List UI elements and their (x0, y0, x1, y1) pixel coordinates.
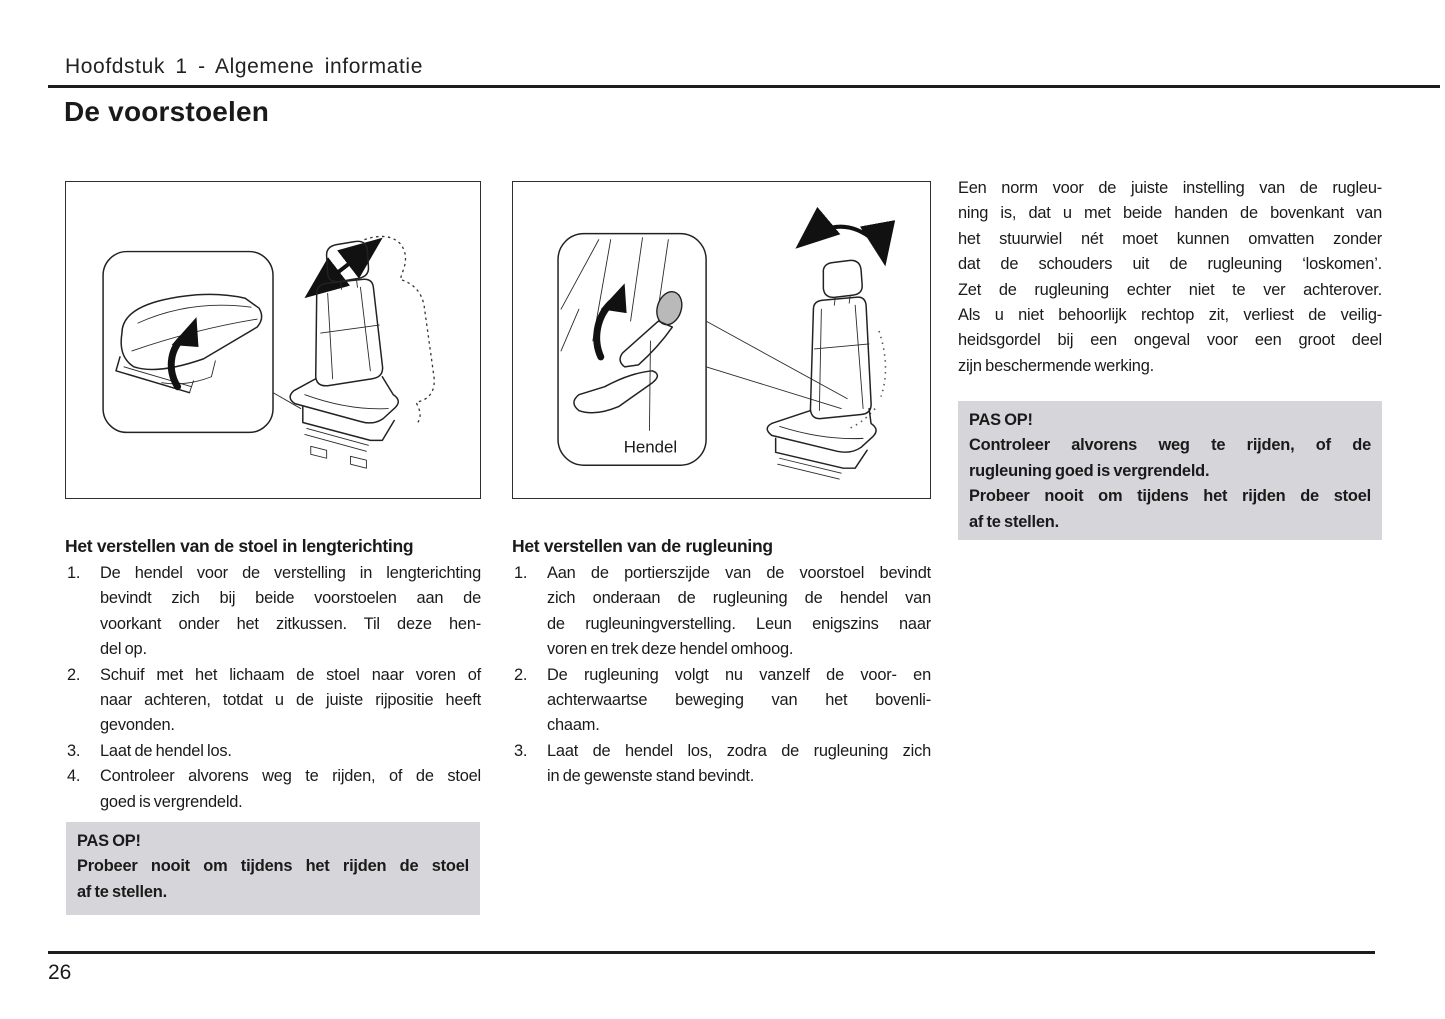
list-item-text: Schuif met het lichaam de stoel naar voren of naar achteren, totdat u de juiste rijpositie heeft gevonden. (100, 665, 481, 735)
list-item-text: Controleer alvorens weg te rijden, of de stoel goed is vergrendeld. (100, 767, 481, 811)
list-backrest-adjust (512, 561, 931, 790)
list-item-text: Laat de hendel los, zodra de rugleuning zich in de gewenste stand bevindt. (547, 741, 931, 786)
list-item (65, 561, 481, 663)
hendel-label: Hendel (623, 437, 678, 457)
list-item (65, 663, 481, 739)
list-item (65, 764, 481, 815)
list-item-text: De hendel voor de verstelling in lengterichting bevindt zich bij beide voorstoelen aan de voorkant onder het zitkussen. Til deze hen- del op. (100, 564, 481, 659)
backrest-recline-illustration (513, 182, 930, 498)
figure-backrest-adjust (512, 181, 931, 499)
ghost-seat-outline (364, 236, 434, 424)
warning-box-backrest (958, 401, 1382, 540)
section-heading-length-adjust: Het verstellen van de stoel in lengterichting (65, 536, 414, 556)
list-item (65, 739, 481, 764)
seat-sliding-illustration (66, 182, 480, 498)
page-number: 26 (48, 961, 72, 984)
zoom-wedge-lines (706, 321, 847, 408)
list-item-number: 3. (514, 741, 528, 760)
footer-rule (48, 951, 1375, 954)
figure-seat-length-adjust (65, 181, 481, 499)
recline-direction-arrow-icon (801, 227, 883, 259)
list-item-text: Aan de portierszijde van de voorstoel bevindt zich onderaan de rugleuning de hendel van de rugleuningverstelling. Leun enigszins naar voren en trek deze hendel omhoog. (547, 564, 931, 659)
front-seat-drawing (290, 241, 398, 468)
list-length-adjust (65, 561, 481, 815)
list-item-text: De rugleuning volgt nu vanzelf de voor- en achterwaartse beweging van het bovenli- chaam. (547, 665, 931, 735)
list-item (512, 561, 931, 663)
warning-title: PAS OP! (969, 411, 1033, 429)
list-item-number: 1. (67, 564, 81, 582)
page-title: De voorstoelen (64, 96, 270, 127)
list-item-number: 2. (67, 665, 81, 684)
warning-text: Controleer alvorens weg te rijden, of de rugleuning goed is vergrendeld. Probeer nooit om tijdens het rijden de stoel af te stellen. (969, 436, 1371, 531)
list-item (512, 739, 931, 790)
list-item-number: 3. (67, 741, 81, 760)
list-item-number: 4. (67, 767, 81, 786)
list-item-text: Laat de hendel los. (100, 741, 232, 760)
callout-bubble (558, 234, 706, 466)
list-item-number: 1. (514, 564, 528, 582)
list-item (512, 663, 931, 739)
chapter-header: Hoofdstuk 1 - Algemene informatie (65, 55, 423, 78)
lift-arrow-icon (171, 317, 198, 387)
warning-box-length (66, 822, 480, 915)
warning-title: PAS OP! (77, 832, 141, 850)
list-item-number: 2. (514, 665, 528, 684)
norm-paragraph: Een norm voor de juiste instelling van de rugleu- ning is, dat u met beide handen de bovenkant van het stuurwiel nét moet kunnen omvatten zonder dat de schouders uit de rugleuning ‘loskomen’. Zet de rugleuning echter niet te ver achterover. Als u niet behoorlijk rechtop zit, verliest de veilig- heidsgordel bij een ongeval voor een groot deel zijn beschermende werking. (958, 179, 1382, 375)
lever-closeup-drawing (561, 238, 686, 413)
front-seat-drawing (767, 260, 885, 479)
callout-pointer-line (273, 393, 301, 409)
header-rule (48, 85, 1440, 88)
warning-text: Probeer nooit om tijdens het rijden de stoel af te stellen. (77, 857, 469, 901)
section-heading-backrest-adjust: Het verstellen van de rugleuning (512, 536, 773, 556)
